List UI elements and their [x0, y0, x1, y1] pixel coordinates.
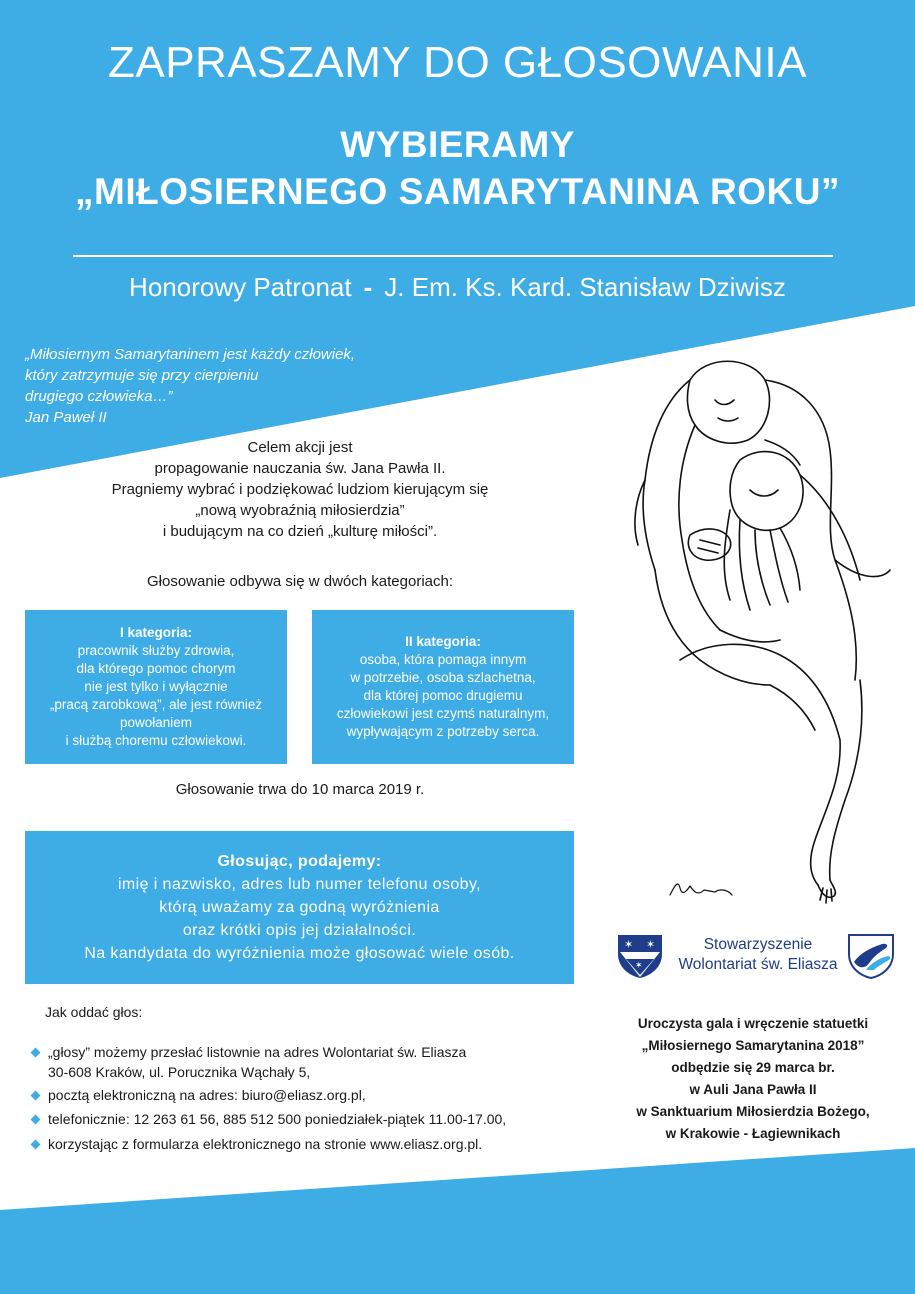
page-title: ZAPRASZAMY DO GŁOSOWANIA	[107, 38, 807, 87]
svg-text:✶: ✶	[635, 961, 643, 971]
patronage-line	[0, 272, 915, 303]
bullet-diamond-icon	[31, 1091, 41, 1101]
intro-line: „nową wyobraźnią miłosierdzia”	[195, 502, 405, 519]
how-to-vote-item-text: „głosy” możemy przesłać listownie na adres Wolontariat św. Eliasza	[48, 1044, 467, 1060]
how-to-vote-item-text: korzystając z formularza elektronicznego na stronie www.eliasz.org.pl.	[48, 1136, 483, 1152]
gala-info	[603, 1013, 903, 1145]
helping-hands-shield-logo-icon	[846, 932, 896, 980]
gala-line: „Miłosiernego Samarytanina 2018”	[641, 1038, 865, 1053]
category-1-line: pracownik służby zdrowia,	[77, 643, 235, 658]
how-to-vote-item-form	[30, 1134, 482, 1154]
organization-name-line: Wolontariat św. Eliasza	[678, 956, 838, 973]
voting-info-title: Głosując, podajemy:	[217, 853, 382, 870]
category-2-line: osoba, która pomaga innym	[359, 652, 527, 667]
category-1-title: I kategoria:	[119, 625, 193, 640]
samaritan-sketch-illustration	[620, 340, 900, 920]
how-to-vote-item-text: pocztą elektroniczną na adres: biuro@eliasz.org.pl,	[48, 1087, 366, 1103]
category-2-line: człowiekowi jest czymś naturalnym,	[336, 706, 550, 721]
categories-intro: Głosowanie odbywa się w dwóch kategoriach:	[147, 573, 453, 590]
how-to-vote-item-phone	[30, 1109, 506, 1129]
header-divider	[73, 255, 833, 257]
voting-info-line: oraz krótki opis jej działalności.	[182, 922, 417, 939]
gala-line: w Sanktuarium Miłosierdzia Bożego,	[636, 1104, 870, 1119]
category-2-line: wypływającym z potrzeby serca.	[346, 724, 540, 739]
quote-line: drugiego człowieka…”	[25, 388, 173, 405]
patronage-name: J. Em. Ks. Kard. Stanisław Dziwisz	[384, 272, 786, 302]
category-1-line: dla którego pomoc chorym	[76, 661, 236, 676]
gala-line: odbędzie się 29 marca br.	[671, 1060, 835, 1075]
voting-info-line: Na kandydata do wyróżnienia może głosować wiele osób.	[84, 945, 515, 962]
category-2-box	[312, 610, 574, 764]
bottom-blue-band	[0, 1148, 915, 1294]
gala-line: w Krakowie - Łagiewnikach	[665, 1126, 841, 1141]
how-to-vote-item-mail	[30, 1042, 466, 1082]
organization-name-line: Stowarzyszenie	[703, 936, 813, 953]
gala-line: Uroczysta gala i wręczenie statuetki	[637, 1016, 869, 1031]
how-to-vote-item-text: telefonicznie: 12 263 61 56, 885 512 500 poniedziałek-piątek 11.00-17.00,	[48, 1111, 507, 1127]
gala-line: w Auli Jana Pawła II	[689, 1082, 817, 1097]
category-2-title: II kategoria:	[405, 634, 481, 649]
intro-line: Celem akcji jest	[247, 439, 353, 456]
organization-name	[672, 935, 844, 975]
category-1-line: nie jest tylko i wyłącznie	[84, 679, 228, 694]
intro-line: i budującym na co dzień „kulturę miłości”.	[162, 523, 438, 540]
svg-text:✶: ✶	[646, 938, 656, 951]
bullet-diamond-icon	[31, 1048, 41, 1058]
quote-line: który zatrzymuje się przy cierpieniu	[25, 367, 259, 384]
intro-line: Pragniemy wybrać i podziękować ludziom kierującym się	[111, 481, 489, 498]
category-1-box	[25, 610, 287, 764]
headline-line-2: „MIŁOSIERNEGO SAMARYTANINA ROKU”	[75, 171, 840, 212]
category-2-line: w potrzebie, osoba szlachetna,	[350, 670, 536, 685]
headline-line-1: WYBIERAMY	[340, 124, 575, 165]
intro-text	[20, 437, 580, 542]
patronage-label: Honorowy Patronat	[129, 272, 352, 302]
voting-info-box	[25, 831, 574, 984]
intro-line: propagowanie nauczania św. Jana Pawła II.	[154, 460, 446, 477]
voting-info-line: którą uważamy za godną wyróżnienia	[159, 899, 440, 916]
svg-text:✶: ✶	[624, 938, 634, 951]
bullet-diamond-icon	[31, 1140, 41, 1150]
how-to-vote-item-email	[30, 1085, 366, 1105]
bullet-diamond-icon	[31, 1115, 41, 1125]
quote-author: Jan Paweł II	[25, 409, 107, 426]
how-to-vote-title: Jak oddać głos:	[45, 1004, 143, 1020]
voting-deadline: Głosowanie trwa do 10 marca 2019 r.	[175, 781, 425, 798]
patronage-separator: -	[363, 272, 373, 302]
category-1-line: „pracą zarobkową”, ale jest również	[49, 697, 263, 712]
how-to-vote-item-address: 30-608 Kraków, ul. Porucznika Wąchały 5,	[48, 1064, 311, 1080]
voting-info-line: imię i nazwisko, adres lub numer telefonu osoby,	[117, 876, 482, 893]
category-1-line: powołaniem	[119, 715, 193, 730]
stars-shield-logo-icon	[614, 932, 666, 980]
quote-line: „Miłosiernym Samarytaninem jest każdy człowiek,	[25, 346, 356, 363]
quote-block	[25, 344, 445, 428]
category-1-line: i służbą choremu człowiekowi.	[65, 733, 247, 748]
category-2-line: dla której pomoc drugiemu	[363, 688, 523, 703]
